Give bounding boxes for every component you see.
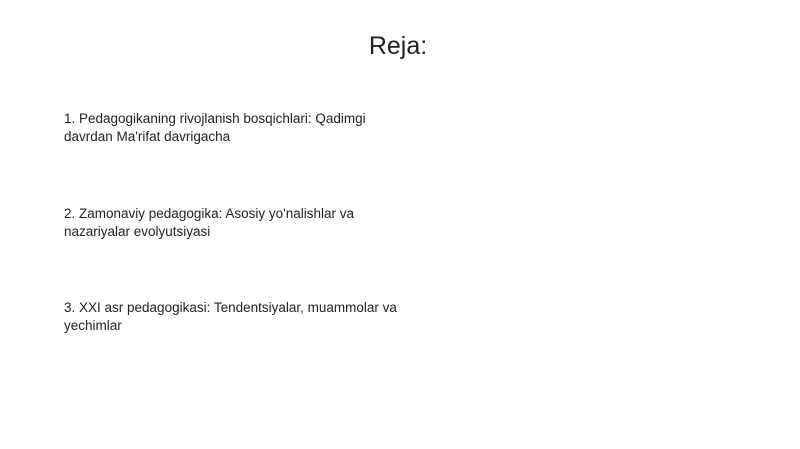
plan-item-3: 3. XXI asr pedagogikasi: Tendentsiyalar, muammolar va yechimlar [64, 300, 397, 333]
plan-item-1: 1. Pedagogikaning rivojlanish bosqichlari: Qadimgi davrdan Ma'rifat davrigacha [64, 111, 366, 144]
plan-item-2: 2. Zamonaviy pedagogika: Asosiy yo'nalishlar va nazariyalar evolyutsiyasi [64, 206, 354, 239]
slide-title: Reja: [368, 32, 428, 60]
